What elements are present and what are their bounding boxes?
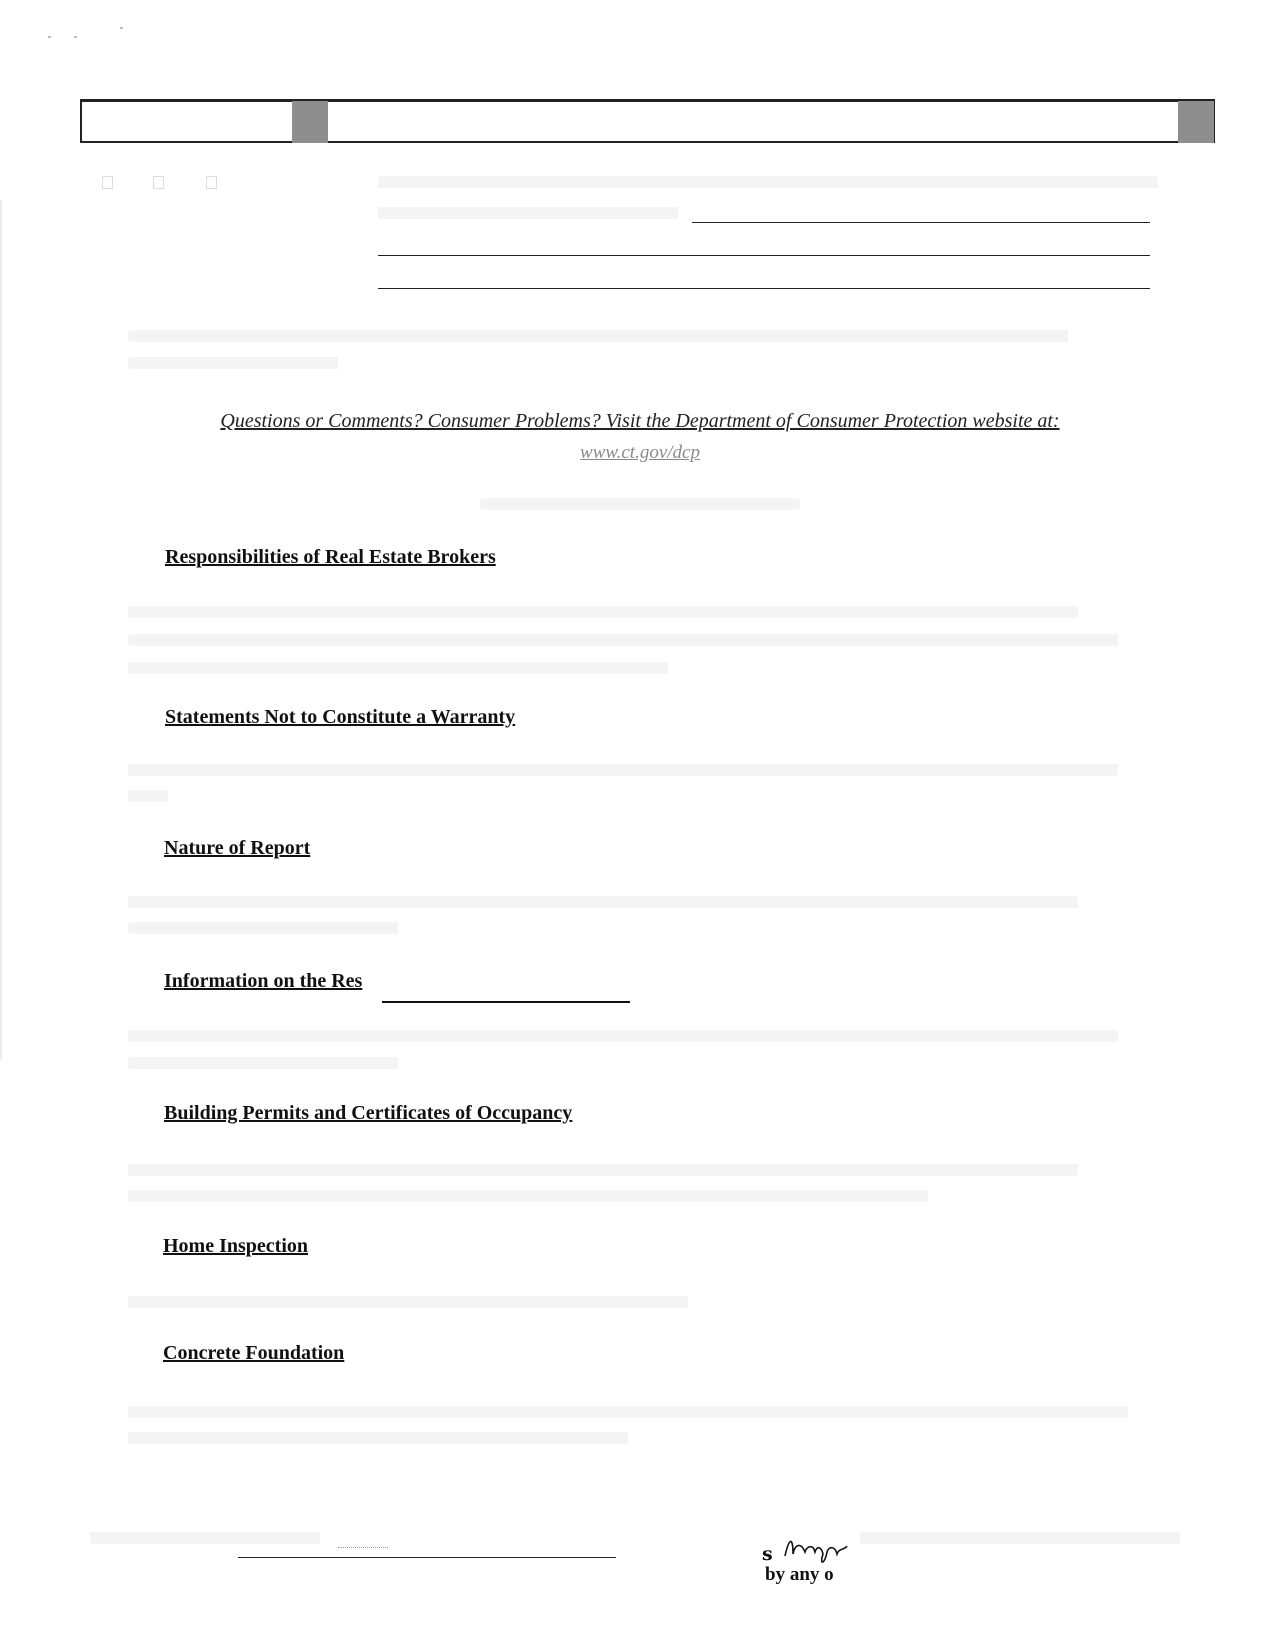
faded-text-line <box>860 1532 1180 1544</box>
heading-nature-of-report: Nature of Report <box>164 837 311 859</box>
faded-text-line <box>90 1532 320 1544</box>
fill-in-line[interactable] <box>378 288 1150 289</box>
faded-text-line <box>378 176 1158 188</box>
header-shaded-cell <box>292 101 328 143</box>
handwritten-signature <box>762 1532 851 1567</box>
scan-speck <box>74 36 77 38</box>
faded-text-line <box>128 896 1078 908</box>
scan-edge-shadow <box>0 200 2 1060</box>
header-shaded-cell <box>1178 101 1214 143</box>
heading-residential-information: Information on the Res <box>164 970 363 992</box>
faded-text-line <box>128 764 1118 776</box>
faded-text-line <box>128 1190 928 1202</box>
faded-text-line <box>128 1164 1078 1176</box>
scan-speck <box>120 27 123 29</box>
faded-text-line <box>128 357 338 369</box>
signature-scribble <box>338 1547 388 1548</box>
faded-text-line <box>480 498 800 510</box>
heading-broker-responsibilities: Responsibilities of Real Estate Brokers <box>165 546 496 568</box>
faded-text-line <box>128 1057 398 1069</box>
checkbox[interactable] <box>153 176 164 189</box>
heading-building-permits: Building Permits and Certificates of Occupancy <box>164 1102 573 1124</box>
checkbox[interactable] <box>206 176 217 189</box>
checkbox[interactable] <box>102 176 113 189</box>
heading-concrete-foundation: Concrete Foundation <box>163 1342 345 1364</box>
faded-text-line <box>128 790 168 802</box>
header-box <box>80 99 1215 143</box>
faded-text-line <box>128 1406 1128 1418</box>
faded-text-line <box>128 634 1118 646</box>
heading-underline-extension <box>382 1001 630 1003</box>
signature-caption: by any o <box>765 1564 834 1585</box>
heading-no-warranty: Statements Not to Constitute a Warranty <box>165 706 516 728</box>
dcp-website-link[interactable]: www.ct.gov/dcp <box>580 442 700 463</box>
faded-text-line <box>128 606 1078 618</box>
faded-text-line <box>128 330 1068 342</box>
signature-letter: s <box>762 1543 773 1565</box>
faded-text-line <box>378 207 678 219</box>
faded-text-line <box>128 1030 1118 1042</box>
signature-scrawl-icon <box>781 1532 851 1566</box>
faded-text-line <box>128 1296 688 1308</box>
faded-text-line <box>128 922 398 934</box>
signature-line[interactable] <box>238 1557 616 1558</box>
scan-speck <box>48 36 51 38</box>
faded-text-line <box>128 662 668 674</box>
fill-in-line[interactable] <box>692 222 1150 223</box>
heading-home-inspection: Home Inspection <box>163 1235 308 1257</box>
consumer-questions-notice: Questions or Comments? Consumer Problems? Visit the Department of Consumer Protection website at: <box>220 410 1060 432</box>
fill-in-line[interactable] <box>378 255 1150 256</box>
faded-text-line <box>128 1432 628 1444</box>
